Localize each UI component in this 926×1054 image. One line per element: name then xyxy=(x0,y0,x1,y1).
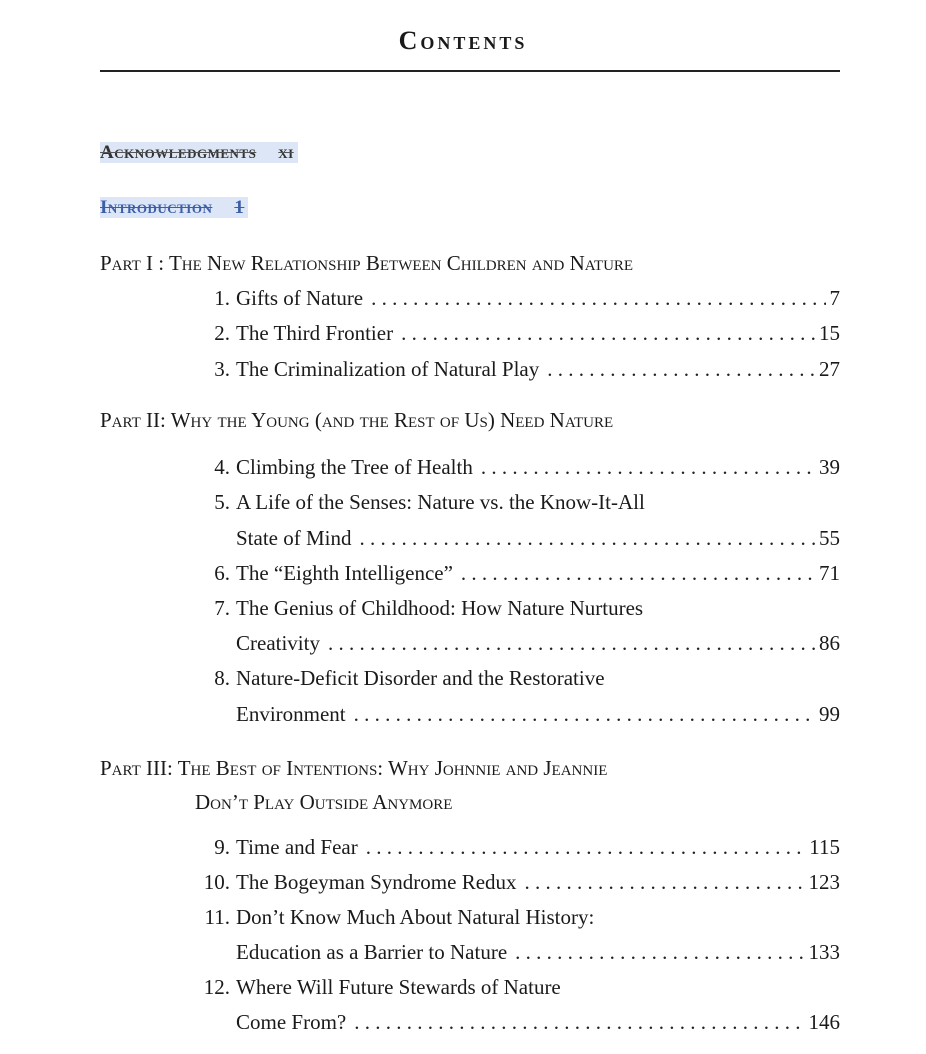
dot-leader xyxy=(328,631,815,656)
toc-chapter-10[interactable] xyxy=(190,870,840,900)
chapter-page: 39 xyxy=(819,455,840,479)
chapter-title-cont: Environment xyxy=(236,702,346,726)
toc-chapter-1[interactable] xyxy=(190,286,840,316)
dot-leader xyxy=(354,702,815,727)
toc-acknowledgments-page: xi xyxy=(278,142,294,163)
chapter-page: 115 xyxy=(809,835,840,859)
chapter-page: 133 xyxy=(808,940,840,964)
toc-chapter-9[interactable] xyxy=(190,835,840,865)
dot-leader xyxy=(401,321,815,346)
toc-chapter-5[interactable] xyxy=(190,490,840,520)
chapter-title-cont: Creativity xyxy=(236,631,320,655)
chapter-title: Nature-Deficit Disorder and the Restorative xyxy=(236,666,605,690)
toc-acknowledgments[interactable] xyxy=(100,142,298,164)
chapter-number: 8. xyxy=(214,666,230,690)
toc-chapter-2[interactable] xyxy=(190,321,840,351)
toc-chapter-11-cont[interactable] xyxy=(190,940,840,970)
chapter-number: 7. xyxy=(214,596,230,620)
chapter-number: 5. xyxy=(214,490,230,514)
chapter-page: 15 xyxy=(819,321,840,345)
chapter-number: 6. xyxy=(214,561,230,585)
toc-chapter-7-cont[interactable] xyxy=(190,631,840,661)
chapter-title: The Third Frontier xyxy=(236,321,394,345)
chapter-title: Where Will Future Stewards of Nature xyxy=(236,975,561,999)
chapter-title: The Bogeyman Syndrome Redux xyxy=(236,870,517,894)
chapter-page: 146 xyxy=(808,1010,840,1034)
chapter-number: 10. xyxy=(203,870,230,894)
toc-acknowledgments-label: Acknowledgments xyxy=(100,142,257,163)
chapter-page: 86 xyxy=(819,631,840,655)
part-3-heading-cont: Don’t Play Outside Anymore xyxy=(195,790,453,814)
toc-chapter-8[interactable] xyxy=(190,666,840,696)
page-title: Contents xyxy=(398,26,528,55)
chapter-title: The Criminalization of Natural Play xyxy=(236,357,540,381)
part-1-heading: Part I : The New Relationship Between Children and Nature xyxy=(100,251,634,275)
chapter-page: 123 xyxy=(808,870,840,894)
chapter-title: Gifts of Nature xyxy=(236,286,364,310)
chapter-title: Don’t Know Much About Natural History: xyxy=(236,905,595,929)
toc-introduction-label: Introduction xyxy=(100,197,213,218)
chapter-page: 7 xyxy=(829,286,840,310)
chapter-title: The Genius of Childhood: How Nature Nurtures xyxy=(236,596,644,620)
chapter-number: 1. xyxy=(214,286,230,310)
chapter-number: 3. xyxy=(214,357,230,381)
dot-leader xyxy=(371,286,825,311)
chapter-title-cont: Come From? xyxy=(236,1010,347,1034)
dot-leader xyxy=(366,835,806,860)
chapter-page: 99 xyxy=(819,702,840,726)
toc-chapter-6[interactable] xyxy=(190,561,840,591)
chapter-number: 2. xyxy=(214,321,230,345)
part-2-heading: Part II: Why the Young (and the Rest of Us) Need Nature xyxy=(100,408,614,432)
part-3-heading: Part III: The Best of Intentions: Why Johnnie and Jeannie xyxy=(100,756,608,780)
dot-leader xyxy=(354,1010,804,1035)
chapter-title: Time and Fear xyxy=(236,835,358,859)
toc-introduction[interactable] xyxy=(100,197,248,219)
toc-chapter-7[interactable] xyxy=(190,596,840,626)
toc-chapter-4[interactable] xyxy=(190,455,840,485)
toc-chapter-12-cont[interactable] xyxy=(190,1010,840,1040)
dot-leader xyxy=(360,526,816,551)
toc-chapter-3[interactable] xyxy=(190,357,840,387)
dot-leader xyxy=(481,455,815,480)
title-rule xyxy=(100,70,840,72)
chapter-number: 12. xyxy=(203,975,230,999)
toc-chapter-12[interactable] xyxy=(190,975,840,1005)
toc-chapter-5-cont[interactable] xyxy=(190,526,840,556)
chapter-title: Climbing the Tree of Health xyxy=(236,455,473,479)
chapter-page: 71 xyxy=(819,561,840,585)
dot-leader xyxy=(461,561,815,586)
toc-introduction-page: 1 xyxy=(234,197,245,218)
toc-chapter-8-cont[interactable] xyxy=(190,702,840,732)
chapter-title-cont: Education as a Barrier to Nature xyxy=(236,940,508,964)
dot-leader xyxy=(515,940,804,965)
dot-leader xyxy=(525,870,805,895)
toc-chapter-11[interactable] xyxy=(190,905,840,935)
chapter-number: 9. xyxy=(214,835,230,859)
chapter-number: 4. xyxy=(214,455,230,479)
chapter-title: The “Eighth Intelligence” xyxy=(236,561,453,585)
chapter-number: 11. xyxy=(204,905,230,929)
chapter-page: 27 xyxy=(819,357,840,381)
chapter-title-cont: State of Mind xyxy=(236,526,352,550)
chapter-title: A Life of the Senses: Nature vs. the Know-It-All xyxy=(236,490,645,514)
chapter-page: 55 xyxy=(819,526,840,550)
dot-leader xyxy=(547,357,815,382)
